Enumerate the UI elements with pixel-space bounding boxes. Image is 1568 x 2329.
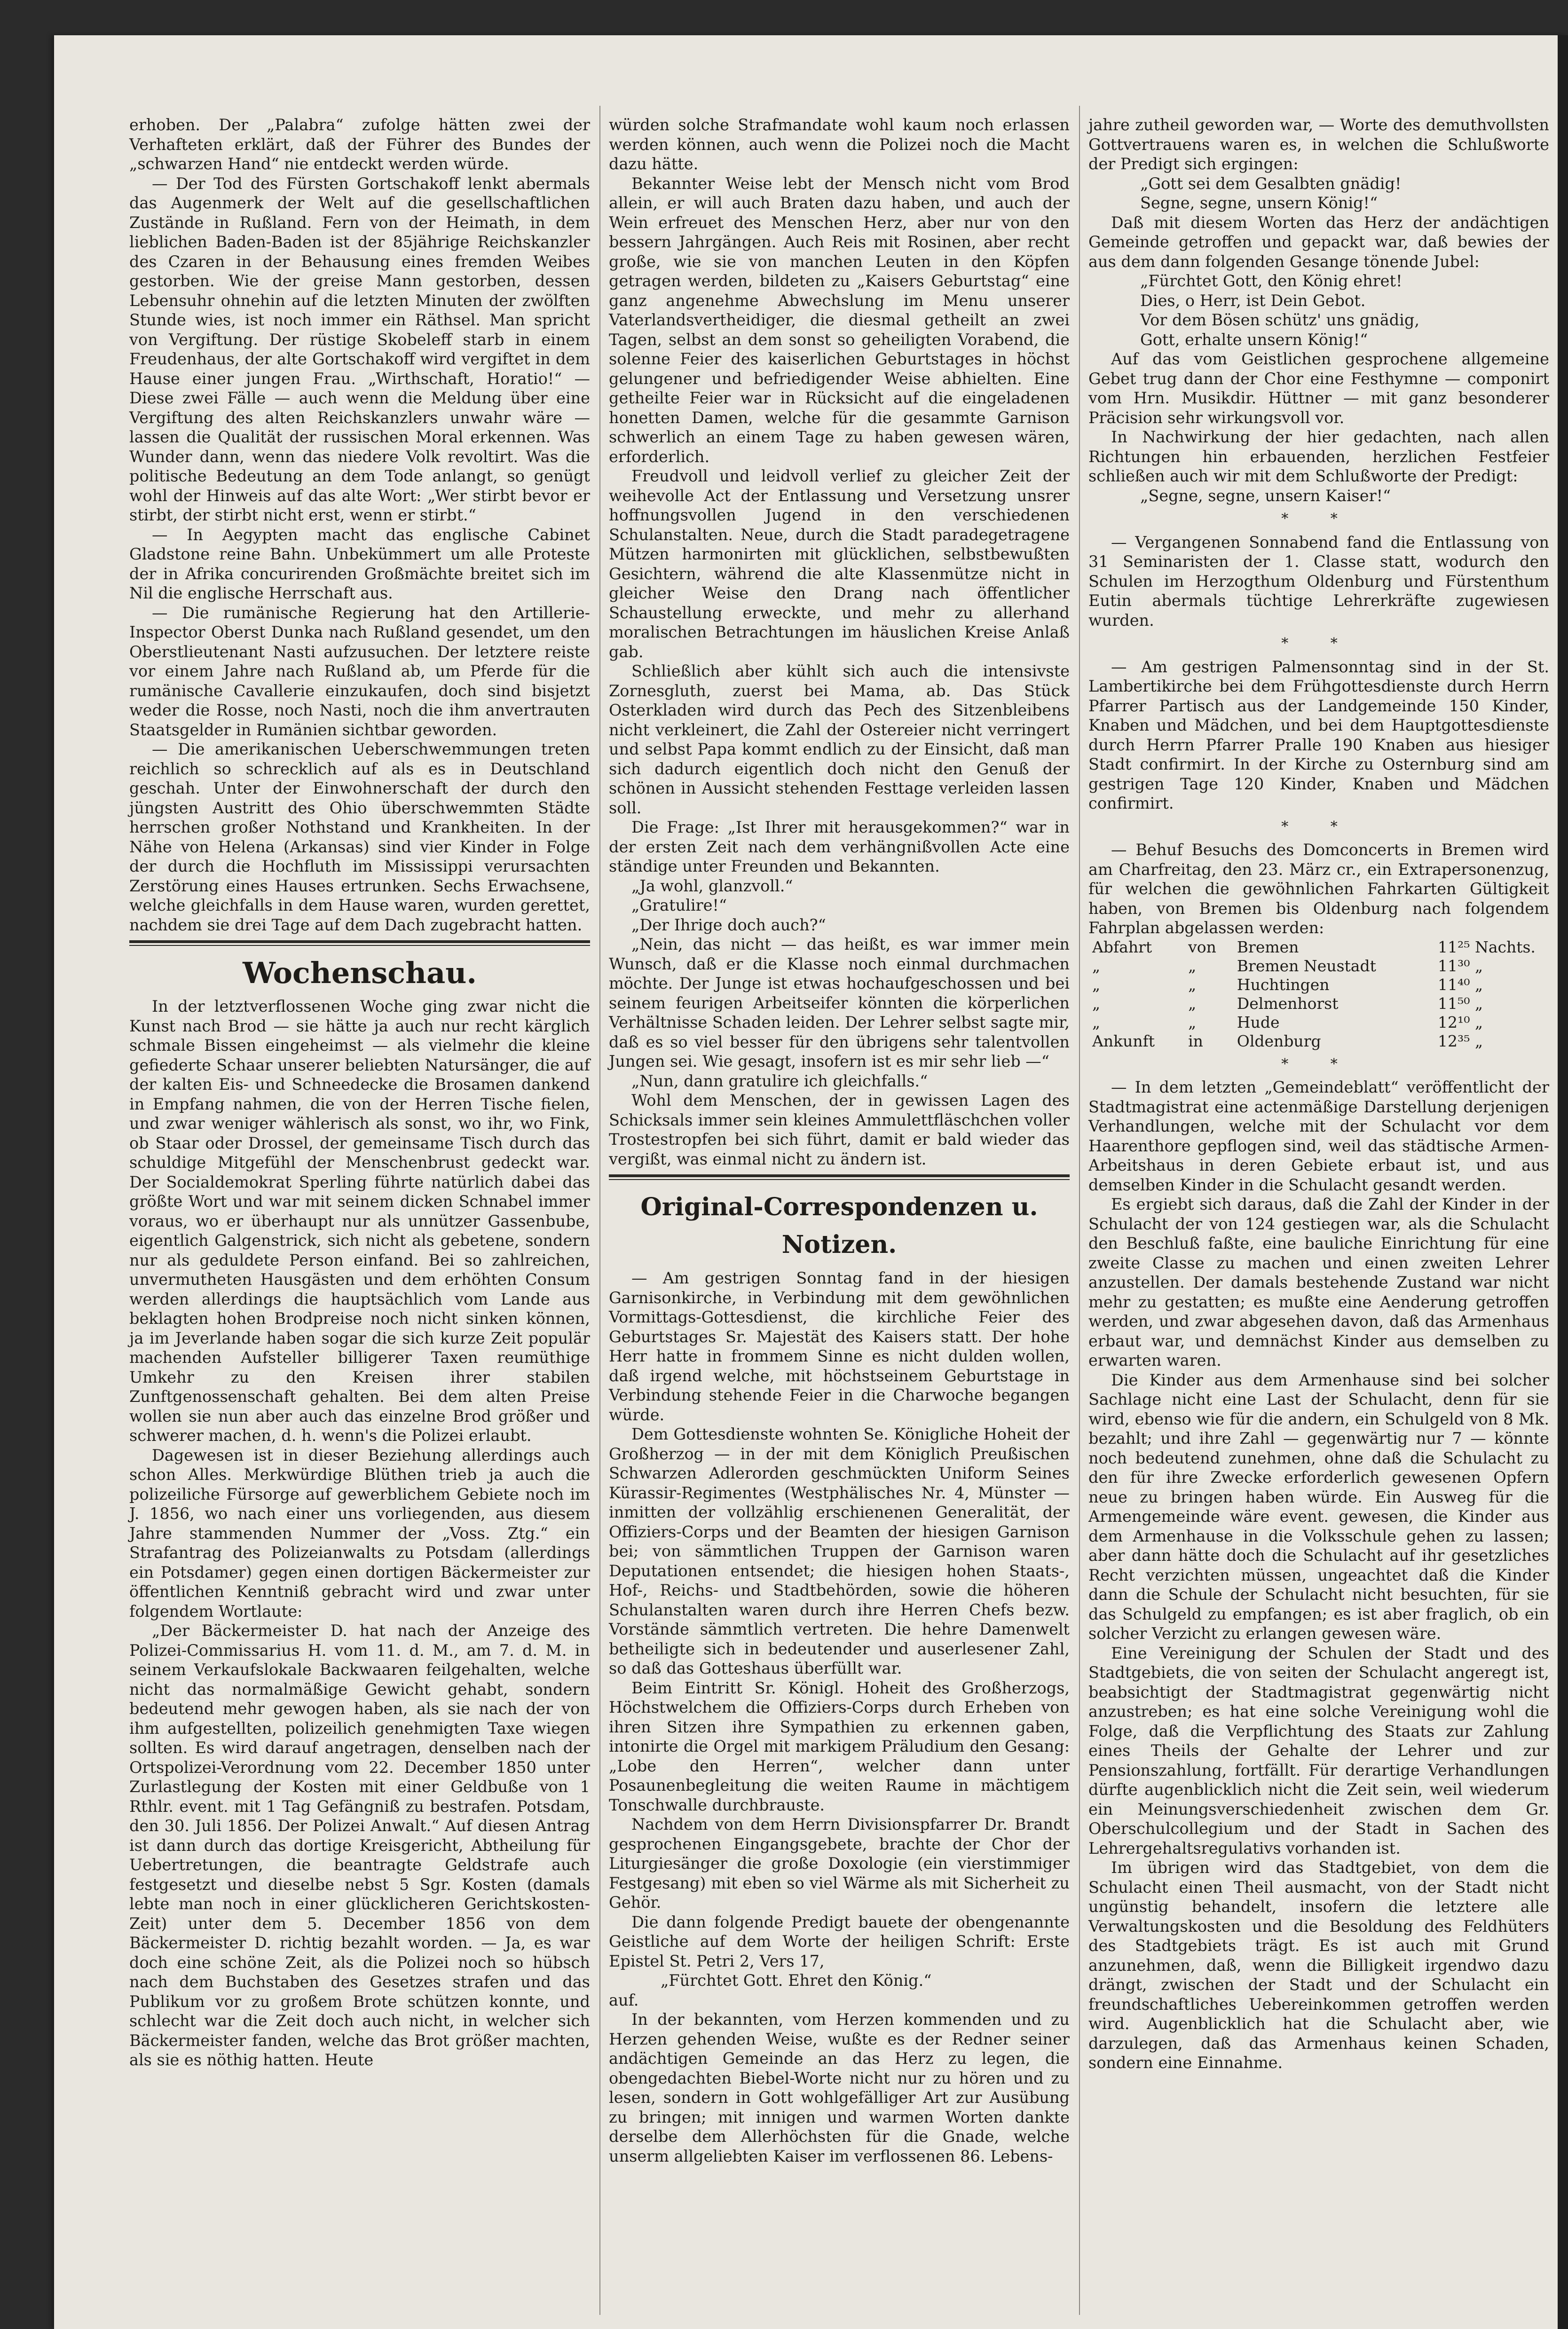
schedule-cell: Huchtingen bbox=[1237, 975, 1330, 994]
separator-stars: * * bbox=[1281, 1055, 1356, 1072]
paragraph: Die Frage: „Ist Ihrer mit herausgekommen?“ war in der ersten Zeit nach dem verhängnißvollen Acte eine ständige unter Freunden und Bekannten. bbox=[609, 818, 1070, 875]
paragraph: In der letztverflossenen Woche ging zwar nicht die Kunst nach Brod — sie hätte ja auch nur recht kärglich schmale Bissen eingeheimst — als vielmehr die kleine gefiederte Schaar unserer beliebten Natursänger, die auf der kalten Eis- und Schneedecke die Brosamen dankend in Empfang nahmen, die von der Herren Tische fielen, und zwar weniger wählerisch als sonst, wo ihr, wo Fink, ob Staar oder Drossel, der gemeinsame Tisch durch das schuldige Mitgefühl der Menschenbrust gedeckt war. Der Socialdemokrat Sperling führte natürlich dabei das größte Wort und war mit seinem dicken Schnabel immer voraus, wo er überhaupt nur als unnützer Gassenbube, eigentlich Galgenstrick, sich nicht als gebetene, sondern nur als geduldete Person einfand. Bei so zahlreichen, unvermutheten Hausgästen und dem erhöhten Consum werden allerdings die hauptsächlich vom Lande aus beklagten hohen Brodpreise noch nicht sinken können, ja im Jeverlande haben sogar die sich kurze Zeit populär machenden Aufsteller billigerer Taxen reumüthige Umkehr zu den Kreisen ihrer stabilen Zunftgenossenschaft gehalten. Bei dem alten Preise wollen sie nun aber auch das einzelne Brod größer und schwerer machen, d. h. wenn's die Polizei erlaubt. bbox=[129, 997, 590, 1445]
verse-line: Segne, segne, unsern König!“ bbox=[1140, 194, 1378, 212]
paragraph: Dagewesen ist in dieser Beziehung allerdings auch schon Alles. Merkwürdige Blüthen trieb ja auch die polizeiliche Fürsorge auf gewerblichem Gebiete noch im J. 1856, wo nach einer uns vorliegenden, aus diesem Jahre stammenden Nummer der „Voss. Ztg.“ ein Strafantrag des Polizeianwalts zu Potsdam (allerdings ein Potsdamer) gegen einen dortigen Bäckermeister zur öffentlichen Kenntniß gebracht wird und zwar unter folgendem Wortlaute: bbox=[129, 1446, 590, 1621]
schedule-cell: Abfahrt bbox=[1092, 937, 1152, 956]
verse-line: Vor dem Bösen schütz' uns gnädig, bbox=[1140, 311, 1419, 329]
paragraph: Dem Gottesdienste wohnten Se. Königliche Hoheit der Großherzog — in der mit dem Königlich Preußischen Schwarzen Adlerorden geschmückten Uniform Seines Kürassir-Regimentes (Westphälisches Nr. 4, Münster — inmitten der vollzählig erschienenen Generalität, der Offiziers-Corps und der Beamten der hiesigen Garnison bei; von sämmtlichen Truppen der Garnison waren Deputationen entsendet; die hiesigen hohen Staats-, Hof-, Reichs- und Stadtbehörden, sowie die höheren Schulanstalten waren durch ihre Herren Chefs bezw. Vorstände sämmtlich vertreten. Die hehre Damenwelt betheiligte sich in bedeutender und auserlesener Zahl, so daß das Gotteshaus überfüllt war. bbox=[609, 1425, 1070, 1677]
separator-stars: * * bbox=[1281, 635, 1356, 652]
column-3 bbox=[1088, 115, 1549, 2073]
schedule-cell: von bbox=[1188, 937, 1216, 956]
column-1 bbox=[129, 115, 590, 2070]
schedule-cell: „ bbox=[1188, 956, 1197, 975]
paragraph: — Behuf Besuchs des Domconcerts in Bremen wird am Charfreitag, den 23. März cr., ein Extrapersonenzug, für welchen die gewöhnlichen Fahrkarten Gültigkeit haben, von Bremen bis Oldenburg nach folgendem Fahrplan abgelassen werden: bbox=[1088, 841, 1549, 937]
paragraph: In der bekannten, vom Herzen kommenden und zu Herzen gehenden Weise, wußte es der Redner seiner andächtigen Gemeinde an das Herz zu legen, die obengedachten Biebel-Worte nicht nur zu hören und zu lesen, sondern in Gott wohlgefälliger Art zur Ausübung zu bringen; mit innigen und warmen Worten dankte derselbe dem Allerhöchsten für die Gnade, welche unserm allgeliebten Kaiser im verflossenen 86. Lebens- bbox=[609, 2010, 1070, 2165]
schedule-row bbox=[1088, 1032, 1549, 1051]
paragraph: erhoben. Der „Palabra“ zufolge hätten zwei der Verhafteten erklärt, daß der Führer des Bundes der „schwarzen Hand“ nie entdeckt werden würde. bbox=[129, 116, 590, 173]
schedule-cell: Oldenburg bbox=[1237, 1031, 1321, 1050]
paragraph: — Die amerikanischen Ueberschwemmungen treten reichlich so schrecklich auf als es in Deutschland geschah. Unter der Einwohnerschaft der durch den jüngsten Austritt des Ohio überschwemmten Städte herrschen großer Nothstand und Krankheiten. In der Nähe von Helena (Arkansas) sind vier Kinder in Folge der durch die Hochfluth im Mississippi verursachten Zerstörung eines Hauses ertrunken. Sechs Erwachsene, welche gleichfalls in dem Hause waren, wurden gerettet, nachdem sie drei Tage auf dem Dach zugebracht hatten. bbox=[129, 740, 590, 934]
paragraph: — Am gestrigen Palmensonntag sind in der St. Lambertikirche bei dem Frühgottesdienste durch Herrn Pfarrer Partisch aus der Landgemeinde 150 Kinder, Knaben und Mädchen, und bei dem Hauptgottesdienste durch Herrn Pfarrer Pralle 190 Knaben aus hiesiger Stadt confirmirt. In der Kirche zu Osternburg sind am gestrigen Tage 120 Kinder, Knaben und Mädchen confirmirt. bbox=[1088, 657, 1549, 812]
train-schedule bbox=[1088, 938, 1549, 1051]
section-heading-wochenschau: Wochenschau. bbox=[243, 956, 477, 990]
dialogue-line: „Nun, dann gratulire ich gleichfalls.“ bbox=[631, 1071, 928, 1090]
verse-line: „Segne, segne, unsern Kaiser!“ bbox=[1140, 486, 1391, 505]
schedule-cell: „ bbox=[1092, 994, 1101, 1013]
paragraph: — In Aegypten macht das englische Cabinet Gladstone reine Bahn. Unbekümmert um alle Proteste der in Afrika concurirenden Großmächte breitet sich im Nil die englische Herrschaft aus. bbox=[129, 525, 590, 602]
schedule-cell: „ bbox=[1188, 1013, 1197, 1031]
paragraph: Wohl dem Menschen, der in gewissen Lagen des Schicksals immer sein kleines Ammulettfläschchen voller Trostestropfen bei sich führt, damit er bald wieder das vergißt, was einmal nicht zu ändern ist. bbox=[609, 1091, 1070, 1168]
paragraph: — Vergangenen Sonnabend fand die Entlassung von 31 Seminaristen der 1. Classe statt, wodurch den Schulen im Herzogthum Oldenburg und Fürstenthum Eutin abermals tüchtige Lehrerkräfte zugewiesen wurden. bbox=[1088, 533, 1549, 629]
paragraph: auf. bbox=[609, 1991, 639, 2009]
paragraph: Auf das vom Geistlichen gesprochene allgemeine Gebet trug dann der Chor eine Festhymne — componirt vom Hrn. Musikdir. Hüttner — mit ganz besonderer Präcision sehr wirkungsvoll vor. bbox=[1088, 350, 1549, 427]
paragraph: „Nein, das nicht — das heißt, es war immer mein Wunsch, daß er die Klasse noch einmal durchmachen möchte. Der Junge ist etwas hochaufgeschossen und bei seinem feurigen Arbeitseifer könnten die körperlichen Verhältnisse Schaden leiden. Der Lehrer selbst sagte mir, daß es so viel besser für den übrigens sehr talentvollen Jungen sei. Wie gesagt, insofern ist es mir sehr lieb —“ bbox=[609, 935, 1070, 1070]
scripture-quote: „Fürchtet Gott. Ehret den König.“ bbox=[661, 1971, 932, 1990]
schedule-cell: „ bbox=[1092, 1013, 1101, 1031]
schedule-cell: Bremen Neustadt bbox=[1237, 956, 1376, 975]
schedule-row bbox=[1088, 994, 1549, 1013]
schedule-cell: Bremen bbox=[1237, 937, 1299, 956]
paragraph: Es ergiebt sich daraus, daß die Zahl der Kinder in der Schulacht der von 124 gestiegen war, als die Schulacht den Beschluß faßte, eine bauliche Einrichtung für eine zweite Classe zu machen und einen zweiten Lehrer anzustellen. Der damals bestehende Zustand war nicht mehr zu gestatten; es mußte eine Aenderung getroffen werden, und zwar abgesehen davon, daß das Armenhaus erbaut war, und demnächst Kinder aus demselben zu erwarten waren. bbox=[1088, 1195, 1549, 1369]
schedule-time: 11⁵⁰ „ bbox=[1438, 994, 1483, 1013]
schedule-row bbox=[1088, 938, 1549, 957]
paragraph: würden solche Strafmandate wohl kaum noch erlassen werden können, auch wenn die Polizei noch die Macht dazu hätte. bbox=[609, 116, 1070, 173]
paragraph: Eine Vereinigung der Schulen der Stadt und des Stadtgebiets, die von seiten der Schulacht angeregt ist, beabsichtigt der Stadtmagistrat gegenwärtig nicht anzustreben; es hat eine solche Vereinigung wohl die Folge, daß die Verpflichtung des Staats zur Zahlung eines Theils der Gehalte der Lehrer und zur Pensionszahlung, fortfällt. Für derartige Verhandlungen dürfte augenblicklich nicht die Zeit sein, weil wiederum ein Meinungsverschiedenheit zwischen dem Gr. Oberschulcollegium und der Stadt in Sachen des Lehrergehaltsregulativs vorhanden ist. bbox=[1088, 1644, 1549, 1857]
section-rule bbox=[609, 1174, 1070, 1180]
schedule-time: 12³⁵ „ bbox=[1438, 1031, 1483, 1050]
verse-line: „Fürchtet Gott, den König ehret! bbox=[1140, 272, 1403, 290]
paragraph: Im übrigen wird das Stadtgebiet, von dem die Schulacht einen Theil ausmacht, von der Stadt nicht ungünstig behandelt, insofern die letztere alle Verwaltungskosten und die Besoldung des Feldhüters des Stadtgebiets trägt. Es ist auch mit Grund anzunehmen, daß, wenn die Billigkeit irgendwo dazu drängt, zwischen der Stadt und der Schulacht ein freundschaftliches Uebereinkommen getroffen werden wird. Augenblicklich hat die Schulacht aber, wie darzulegen, daß das Armenhaus keinen Schaden, sondern eine Einnahme. bbox=[1088, 1858, 1549, 2072]
section-heading-correspondenzen: Original-Correspondenzen u. Notizen. bbox=[640, 1193, 1038, 1259]
paragraph: — Der Tod des Fürsten Gortschakoff lenkt abermals das Augenmerk der Welt auf die gesellschaftlichen Zustände in Rußland. Fern von der Heimath, in dem lieblichen Baden-Baden ist der 85jährige Reichskanzler des Czaren in der Behausung eines fremden Weibes gestorben. Wie der greise Mann gestorben, dessen Lebensuhr ohnehin auf die letzten Minuten der zwölften Stunde wies, ist noch immer ein Räthsel. Man spricht von Vergiftung. Der rüstige Skobeleff starb in einem Freudenhaus, der alte Gortschakoff wird vergiftet in dem Hause einer jungen Frau. „Wirthschaft, Horatio!“ — Diese zwei Fälle — auch wenn die Meldung über eine Vergiftung des alten Reichskanzlers unwahr wäre — lassen die Qualität der russischen Moral erkennen. Was Wunder dann, wenn das niedere Volk revoltirt. Was die politische Bedeutung an dem Tode anlangt, so genügt wohl der Hinweis auf das alte Wort: „Wer stirbt bevor er stirbt, der stirbt nicht erst, wenn er stirbt.“ bbox=[129, 174, 590, 524]
dialogue-line: „Der Ihrige doch auch?“ bbox=[631, 915, 826, 934]
paragraph: Nachdem von dem Herrn Divisionspfarrer Dr. Brandt gesprochenen Eingangsgebete, brachte der Chor der Liturgiesänger die große Doxologie (ein vierstimmiger Festgesang) mit eben so viel Wärme als mit Sicherheit zu Gehör. bbox=[609, 1815, 1070, 1912]
schedule-cell: in bbox=[1188, 1031, 1203, 1050]
paragraph: Schließlich aber kühlt sich auch die intensivste Zornesgluth, zuerst bei Mama, ab. Das Stück Osterkladen wird durch das Pech des Sitzenbleibens nicht verkleinert, die Zahl der Ostereier nicht verringert und selbst Papa kommt endlich zu der Einsicht, daß man sich dadurch eigentlich doch nicht den Genuß der schönen in Aussicht stehenden Festtage verleiden lassen soll. bbox=[609, 662, 1070, 817]
paragraph: Daß mit diesem Worten das Herz der andächtigen Gemeinde getroffen und gepackt war, daß bewies der aus dem dann folgenden Gesange tönende Jubel: bbox=[1088, 213, 1549, 271]
schedule-row bbox=[1088, 976, 1549, 994]
schedule-cell: „ bbox=[1092, 956, 1101, 975]
schedule-time: 11²⁵ Nachts. bbox=[1438, 937, 1536, 956]
schedule-cell: Hude bbox=[1237, 1013, 1280, 1031]
newspaper-page bbox=[54, 35, 1568, 2329]
separator-stars: * * bbox=[1281, 818, 1356, 835]
schedule-time: 11⁴⁰ „ bbox=[1438, 975, 1483, 994]
schedule-time: 11³⁰ „ bbox=[1438, 956, 1483, 975]
schedule-cell: „ bbox=[1188, 975, 1197, 994]
paragraph: Beim Eintritt Sr. Königl. Hoheit des Großherzogs, Höchstwelchem die Offiziers-Corps durch Erheben von ihren Sitzen ihre Sympathien zu erkennen gaben, intonirte die Orgel mit markigem Präludium den Gesang: „Lobe den Herren“, welcher dann unter Posaunenbegleitung die weiten Raume in mächtigem Tonschwalle durchbrauste. bbox=[609, 1678, 1070, 1814]
paragraph: In Nachwirkung der hier gedachten, nach allen Richtungen hin erbauenden, herzlichen Festfeier schließen auch wir mit dem Schlußworte der Predigt: bbox=[1088, 428, 1549, 485]
dialogue-line: „Gratulire!“ bbox=[631, 896, 727, 914]
paragraph: — Die rumänische Regierung hat den Artillerie-Inspector Oberst Dunka nach Rußland gesendet, um den Oberstlieutenant Nasti aufzusuchen. Der letztere reiste vor einem Jahre nach Rußland ab, um Pferde für die rumänische Cavallerie einzukaufen, doch sind bisjetzt weder die Rosse, noch Nasti, noch die ihm anvertrauten Staatsgelder in Rumänien sichtbar geworden. bbox=[129, 603, 590, 739]
schedule-cell: „ bbox=[1188, 994, 1197, 1013]
section-rule bbox=[129, 940, 590, 946]
column-2 bbox=[609, 115, 1070, 2166]
paragraph: jahre zutheil geworden war, — Worte des demuthvollsten Gottvertrauens waren es, in welchen die Schlußworte der Predigt sich ergingen: bbox=[1088, 116, 1549, 173]
schedule-row bbox=[1088, 1013, 1549, 1032]
dialogue-line: „Ja wohl, glanzvoll.“ bbox=[631, 876, 793, 895]
verse-line: Gott, erhalte unsern König!“ bbox=[1140, 330, 1368, 349]
column-divider bbox=[1079, 106, 1080, 2315]
scan-edge bbox=[1558, 35, 1568, 2329]
schedule-time: 12¹⁰ „ bbox=[1438, 1013, 1483, 1031]
paragraph: „Der Bäckermeister D. hat nach der Anzeige des Polizei-Commissarius H. vom 11. d. M., am 7. d. M. in seinem Verkaufslokale Backwaaren feilgehalten, welche nicht das normalmäßige Gewicht gehabt, sondern bedeutend mehr gewogen haben, als sie nach der von ihm aufgestellten, polizeilich genehmigten Taxe wiegen sollten. Es wird darauf angetragen, denselben nach der Ortspolizei-Verordnung vom 22. December 1850 unter Zurlastlegung der Kosten mit einer Geldbuße von 1 Rthlr. event. mit 1 Tag Gefängniß zu bestrafen. Potsdam, den 30. Juli 1856. Der Polizei Anwalt.“ Auf diesen Antrag ist dann durch das dortige Kreisgericht, Abtheilung für Uebertretungen, die beantragte Geldstrafe auch festgesetzt und dieselbe nebst 5 Sgr. Kosten (damals lebte man noch in einer glücklicheren Gerichtskosten-Zeit) unter dem 5. December 1856 von dem Bäckermeister D. richtig bezahlt worden. — Ja, es war doch eine schöne Zeit, als die Polizei noch so hübsch nach dem Buchstaben des Gesetzes strafen und das Publikum vor zu großem Brote schützen konnte, und schlecht war die Zeit doch auch nicht, in welcher sich Bäckermeister fanden, welche das Brot größer machten, als sie es nöthig hatten. Heute bbox=[129, 1621, 590, 2069]
separator-stars: * * bbox=[1281, 511, 1356, 527]
paragraph: Die dann folgende Predigt bauete der obengenannte Geistliche auf dem Worte der heiligen Schrift: Erste Epistel St. Petri 2, Vers 17, bbox=[609, 1912, 1070, 1970]
paragraph: — In dem letzten „Gemeindeblatt“ veröffentlicht der Stadtmagistrat eine actenmäßige Darstellung derjenigen Verhandlungen, welche mit der Schulacht vor dem Haarenthore gepflogen sind, weil das städtische Armen-Arbeitshaus in deren Gebiete erbaut ist, und aus demselben Kinder in die Schulacht gesandt werden. bbox=[1088, 1078, 1549, 1194]
paragraph: Bekannter Weise lebt der Mensch nicht vom Brod allein, er will auch Braten dazu haben, und auch der Wein erfreuet des Menschen Herz, aber nur von den bessern Jahrgängen. Auch Reis mit Rosinen, aber recht große, wie sie von manchen Leuten in den Köpfen getragen werden, bildeten zu „Kaisers Geburtstag“ eine ganz angenehme Abwechslung im Menu unserer Vaterlandsvertheidiger, die diesmal getheilt an zwei Tagen, selbst an dem sonst so geheiligten Vorabend, die solenne Feier des kaiserlichen Geburtstages in höchst gelungener und befriedigender Weise abhielten. Eine getheilte Feier war in Rücksicht auf die eingeladenen honetten Damen, welche für die gesammte Garnison schwerlich an einem Tage zu haben gewesen wären, erforderlich. bbox=[609, 174, 1070, 466]
verse-line: „Gott sei dem Gesalbten gnädig! bbox=[1140, 174, 1402, 193]
paragraph: Freudvoll und leidvoll verlief zu gleicher Zeit der weihevolle Act der Entlassung und Versetzung unsrer hoffnungsvollen Jugend in den verschiedenen Schulanstalten. Neue, durch die Stadt paradegetragene Mützen harmonirten mit glücklichen, selbstbewußten Gesichtern, während die alte Klassenmütze nicht in gleicher Weise den Drang nach öffentlicher Schaustellung erweckte, und mehr zu allerhand moralischen Betrachtungen im häuslichen Kreise Anlaß gab. bbox=[609, 467, 1070, 661]
column-divider bbox=[599, 106, 600, 2315]
schedule-cell: Ankunft bbox=[1092, 1031, 1155, 1050]
schedule-row bbox=[1088, 957, 1549, 976]
verse-line: Dies, o Herr, ist Dein Gebot. bbox=[1140, 291, 1366, 310]
paragraph: — Am gestrigen Sonntag fand in der hiesigen Garnisonkirche, in Verbindung mit dem gewöhnlichen Vormittags-Gottesdienst, die kirchliche Feier des Geburtstages Sr. Majestät des Kaisers statt. Der hohe Herr hatte in frommem Sinne es nicht dulden wollen, daß irgend welche, mit höchstseinem Geburtstage in Verbindung stehende Feier in die Charwoche begangen würde. bbox=[609, 1269, 1070, 1424]
paragraph: Die Kinder aus dem Armenhause sind bei solcher Sachlage nicht eine Last der Schulacht, denn für sie wird, ebenso wie für die andern, ein Schulgeld von 8 Mk. bezahlt; und ihre Zahl — gegenwärtig nur 7 — könnte noch bedeutend zunehmen, ohne daß die Schulacht zu den für ihre Zwecke erforderlich gewesenen Opfern neue zu bringen haben würde. Ein Ausweg für die Armengemeinde wäre event. gewesen, die Kinder aus dem Armenhause in die Volksschule gehen zu lassen; aber dann hätte doch die Schulacht auf ihr gesetzliches Recht verzichten müssen, ungeachtet daß die Kinder dann die Schule der Schulacht nicht besuchten, für sie das Schulgeld zu empfangen; es ist aber fraglich, ob ein solcher Verzicht zu erlangen gewesen wäre. bbox=[1088, 1370, 1549, 1643]
schedule-cell: Delmenhorst bbox=[1237, 994, 1339, 1013]
schedule-cell: „ bbox=[1092, 975, 1101, 994]
